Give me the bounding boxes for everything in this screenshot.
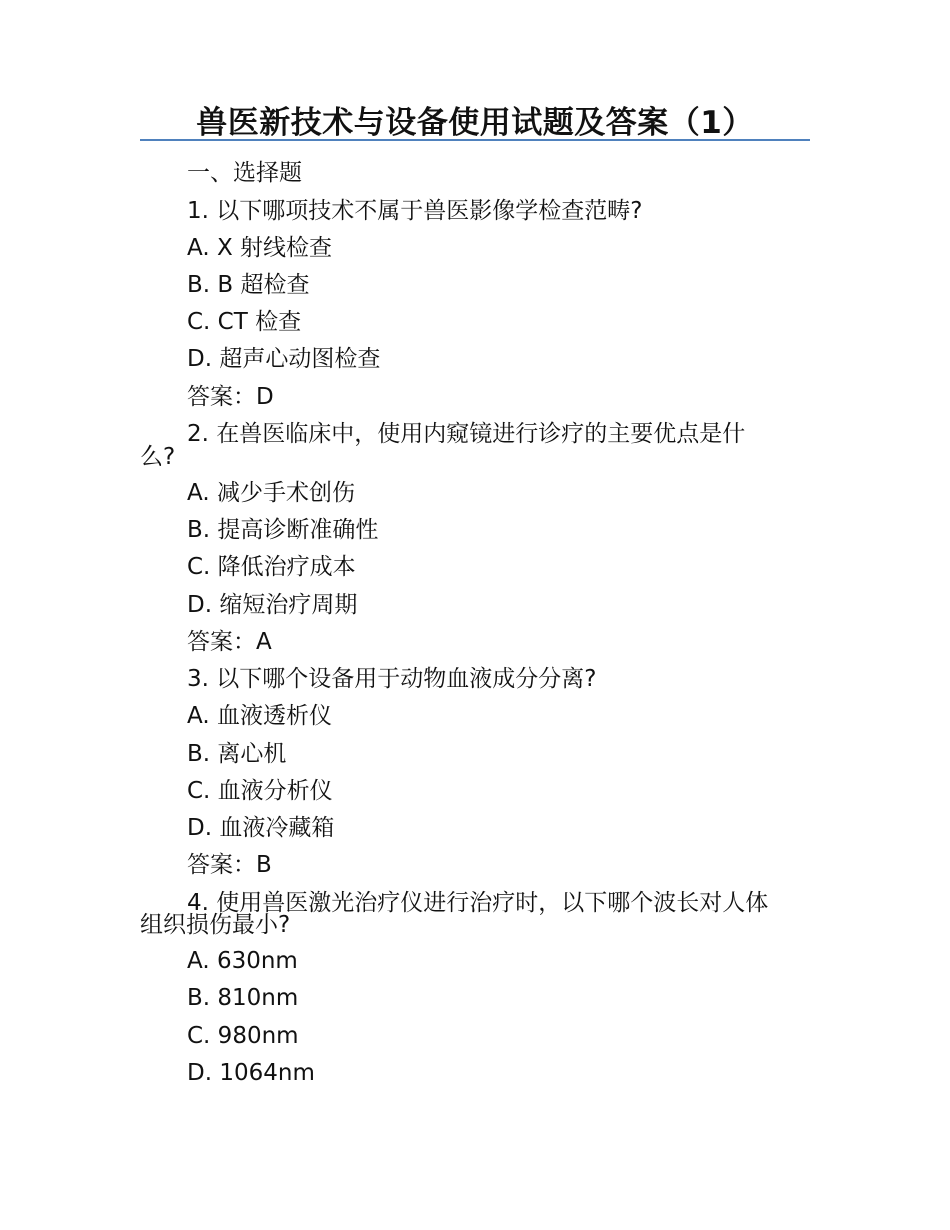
title-underline <box>140 139 810 141</box>
question-3-answer: 答案：B <box>187 852 272 878</box>
question-3-stem: 3. 以下哪个设备用于动物血液成分分离? <box>187 666 597 692</box>
question-3-option-a: A. 血液透析仪 <box>187 703 332 729</box>
question-1-option-c: C. CT 检查 <box>187 309 302 335</box>
question-4-option-b: B. 810nm <box>187 985 299 1011</box>
question-1-option-d: D. 超声心动图检查 <box>187 346 381 372</box>
question-2-option-a: A. 减少手术创伤 <box>187 480 355 506</box>
question-2-option-b: B. 提高诊断准确性 <box>187 517 379 543</box>
question-2-stem-continued: 么? <box>140 444 176 470</box>
question-2-option-c: C. 降低治疗成本 <box>187 554 356 580</box>
question-1-answer: 答案：D <box>187 384 274 410</box>
question-3-option-b: B. 离心机 <box>187 741 287 767</box>
question-4-option-c: C. 980nm <box>187 1023 299 1049</box>
question-2-answer: 答案：A <box>187 629 272 655</box>
question-1-option-a: A. X 射线检查 <box>187 235 333 261</box>
question-2-option-d: D. 缩短治疗周期 <box>187 592 358 618</box>
question-4-option-a: A. 630nm <box>187 948 298 974</box>
section-heading: 一、选择题 <box>187 160 302 186</box>
question-1-stem: 1. 以下哪项技术不属于兽医影像学检查范畴? <box>187 198 643 224</box>
question-4-stem: 4. 使用兽医激光治疗仪进行治疗时，以下哪个波长对人体 <box>187 890 769 916</box>
document-title: 兽医新技术与设备使用试题及答案（1） <box>196 105 754 141</box>
question-4-option-d: D. 1064nm <box>187 1060 315 1086</box>
question-3-option-d: D. 血液冷藏箱 <box>187 815 335 841</box>
question-3-option-c: C. 血液分析仪 <box>187 778 333 804</box>
question-2-stem: 2. 在兽医临床中，使用内窥镜进行诊疗的主要优点是什 <box>187 421 746 447</box>
question-4-stem-continued: 组织损伤最小? <box>140 912 291 938</box>
question-1-option-b: B. B 超检查 <box>187 272 310 298</box>
